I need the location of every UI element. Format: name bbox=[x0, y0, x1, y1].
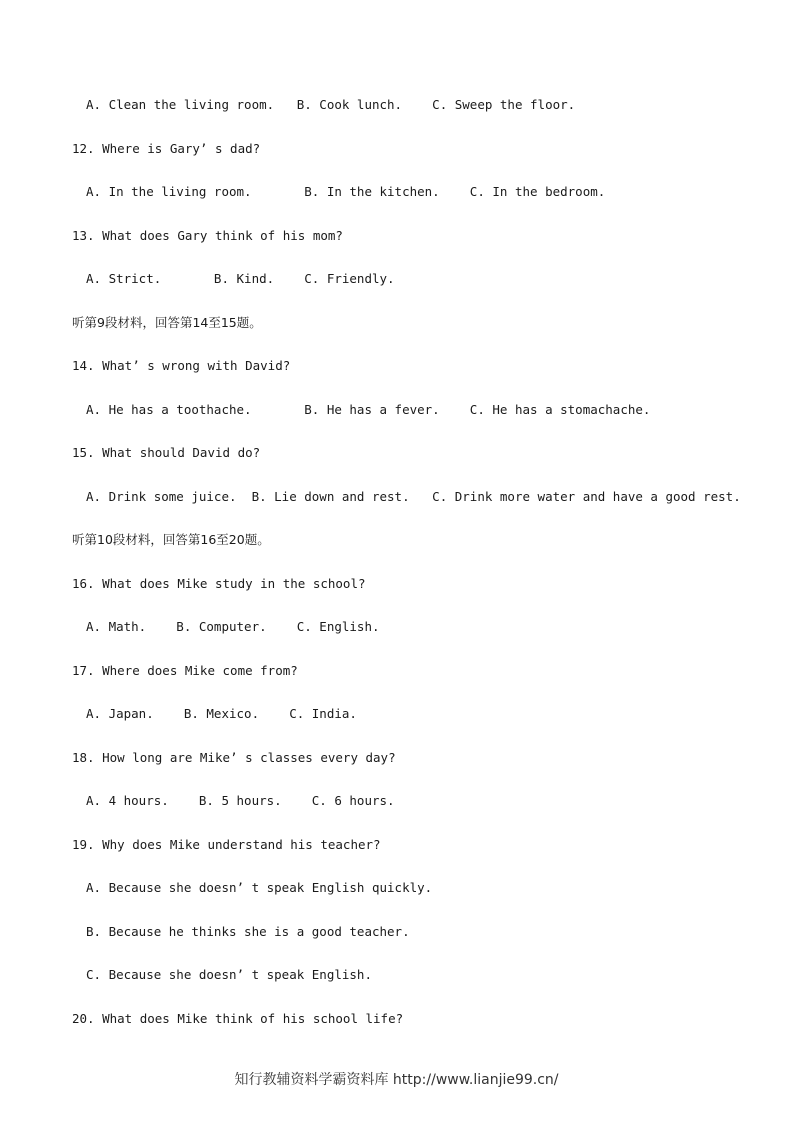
question-text: 19. Why does Mike understand his teacher? bbox=[72, 837, 381, 852]
answer-options: A. 4 hours. B. 5 hours. C. 6 hours. bbox=[86, 793, 395, 808]
answer-options: A. Clean the living room. B. Cook lunch. C. Sweep the floor. bbox=[86, 97, 576, 112]
section-instruction: 听第9段材料，回答第14至15题。 bbox=[72, 315, 262, 330]
answer-options: A. In the living room. B. In the kitchen. C. In the bedroom. bbox=[86, 184, 606, 199]
question-text: 15. What should David do? bbox=[72, 445, 261, 460]
question-text: 12. Where is Gary’ s dad? bbox=[72, 141, 261, 156]
question-text: 20. What does Mike think of his school life? bbox=[72, 1011, 404, 1026]
answer-options: A. Japan. B. Mexico. C. India. bbox=[86, 706, 357, 721]
answer-options: A. Math. B. Computer. C. English. bbox=[86, 619, 380, 634]
answer-options: A. Drink some juice. B. Lie down and rest. C. Drink more water and have a good rest. bbox=[86, 489, 741, 504]
answer-options: A. Because she doesn’ t speak English quickly. bbox=[86, 880, 433, 895]
question-text: 13. What does Gary think of his mom? bbox=[72, 228, 343, 243]
section-instruction: 听第10段材料，回答第16至20题。 bbox=[72, 532, 270, 547]
answer-options: A. He has a toothache. B. He has a fever. C. He has a stomachache. bbox=[86, 402, 651, 417]
footer-watermark: 知行教辅资料学霸资料库 http://www.lianjie99.cn/ bbox=[234, 1072, 559, 1088]
question-text: 14. What’ s wrong with David? bbox=[72, 358, 291, 373]
question-text: 17. Where does Mike come from? bbox=[72, 663, 298, 678]
answer-options: A. Strict. B. Kind. C. Friendly. bbox=[86, 271, 395, 286]
answer-options: B. Because he thinks she is a good teacher. bbox=[86, 924, 410, 939]
question-text: 16. What does Mike study in the school? bbox=[72, 576, 366, 591]
answer-options: C. Because she doesn’ t speak English. bbox=[86, 967, 372, 982]
question-text: 18. How long are Mike’ s classes every day? bbox=[72, 750, 396, 765]
